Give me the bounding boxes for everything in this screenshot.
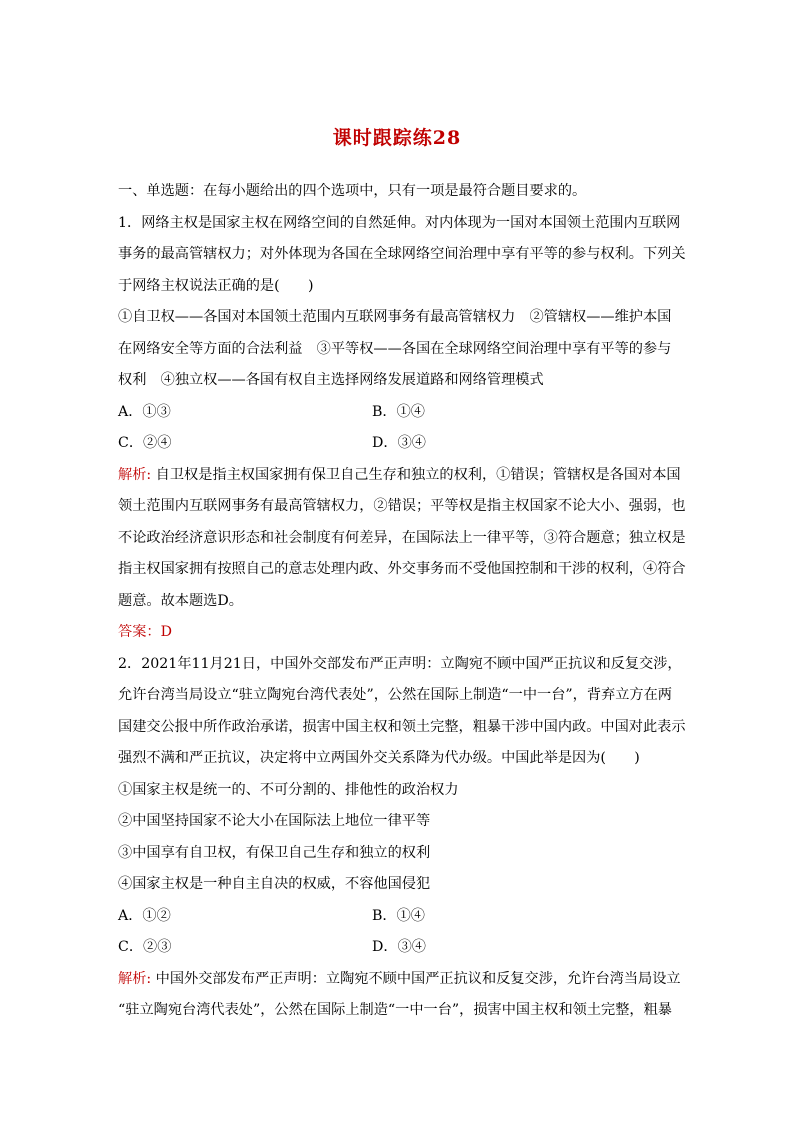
analysis-label: 解析: [118,466,152,483]
statement-line: ④国家主权是一种自主自决的权威，不容他国侵犯 [118,876,431,892]
option-a: A．①② [118,907,171,924]
analysis-line [118,460,681,492]
question-stem-line: 国建交公报中所作政治承诺，损害中国主权和领土完整，粗暴干涉中国内政。中国对此表示 [118,718,686,735]
question-stem-line: 事务的最高管辖权力；对外体现为各国在全球网络空间治理中享有平等的参与权利。下列关 [118,246,686,262]
analysis-line: 不论政治经济意识形态和社会制度有何差异，在国际法上一律平等，③符合题意；独立权是 [118,529,686,546]
option-c: C．②③ [118,939,172,955]
question-1 [118,208,686,649]
statement-line: ①国家主权是统一的、不可分割的、排他性的政治权力 [118,781,459,798]
question-stem-line: 在网络安全等方面的合法利益 ③平等权——各国在全球网络空间治理中享有平等的参与 [118,340,672,357]
options-row [118,932,678,964]
answer-label: 答案： [118,624,161,640]
statement-line: ②中国坚持国家不论大小在国际法上地位一律平等 [118,813,431,829]
option-b: B．①④ [372,907,425,924]
option-d: D．③④ [372,939,426,955]
analysis-text: 中国外交部发布严正声明：立陶宛不顾中国严正抗议和反复交涉，允许台湾当局设立 [151,970,681,987]
question-stem-line: 于网络主权说法正确的是( ) [118,277,314,294]
question-stem-line: 2．2021年11月21日，中国外交部发布严正声明：立陶宛不顾中国严正抗议和反复交涉， [118,655,682,672]
options-row [118,397,678,429]
options-row [118,901,678,933]
analysis-line: 题意。故本题选D。 [118,592,243,609]
answer-line [118,617,678,649]
analysis-line: 指主权国家拥有按照自己的意志处理内政、外交事务而不受他国控制和干涉的权利，④符合 [118,561,686,577]
option-b: B．①④ [372,403,425,420]
option-c: C．②④ [118,435,172,451]
section-heading: 一、单选题：在每小题给出的四个选项中，只有一项是最符合题目要求的。 [118,183,587,199]
statement-line: ③中国享有自卫权，有保卫自己生存和独立的权利 [118,844,431,861]
analysis-text: 自卫权是指主权国家拥有保卫自己生存和独立的权利，①错误；管辖权是各国对本国 [151,466,681,483]
analysis-label: 解析: [118,970,152,987]
options-row [118,428,678,460]
answer-value: D [160,624,172,640]
question-stem-line: 允许台湾当局设立“驻立陶宛台湾代表处”，公然在国际上制造“一中一台”，背弃立方在两 [118,687,672,703]
question-2 [118,649,686,1027]
question-stem-line: 权利 ④独立权——各国有权自主选择网络发展道路和网络管理模式 [118,372,544,388]
question-stem-line: 强烈不满和严正抗议，决定将中立两国外交关系降为代办级。中国此举是因为( ) [118,750,640,766]
question-stem-line: ①自卫权——各国对本国领土范围内互联网事务有最高管辖权力 ②管辖权——维护本国 [118,309,672,325]
analysis-line [118,964,681,996]
question-stem-line: 1．网络主权是国家主权在网络空间的自然延伸。对内体现为一国对本国领土范围内互联网 [118,214,681,231]
page-title: 课时跟踪练28 [332,127,462,149]
document-body [118,176,686,1027]
analysis-line: 领土范围内互联网事务有最高管辖权力，②错误；平等权是指主权国家不论大小、强弱，也 [118,498,686,514]
option-a: A．①③ [118,403,171,420]
option-d: D．③④ [372,435,426,451]
analysis-line: “驻立陶宛台湾代表处”，公然在国际上制造“一中一台”，损害中国主权和领土完整，粗暴 [118,1002,672,1018]
